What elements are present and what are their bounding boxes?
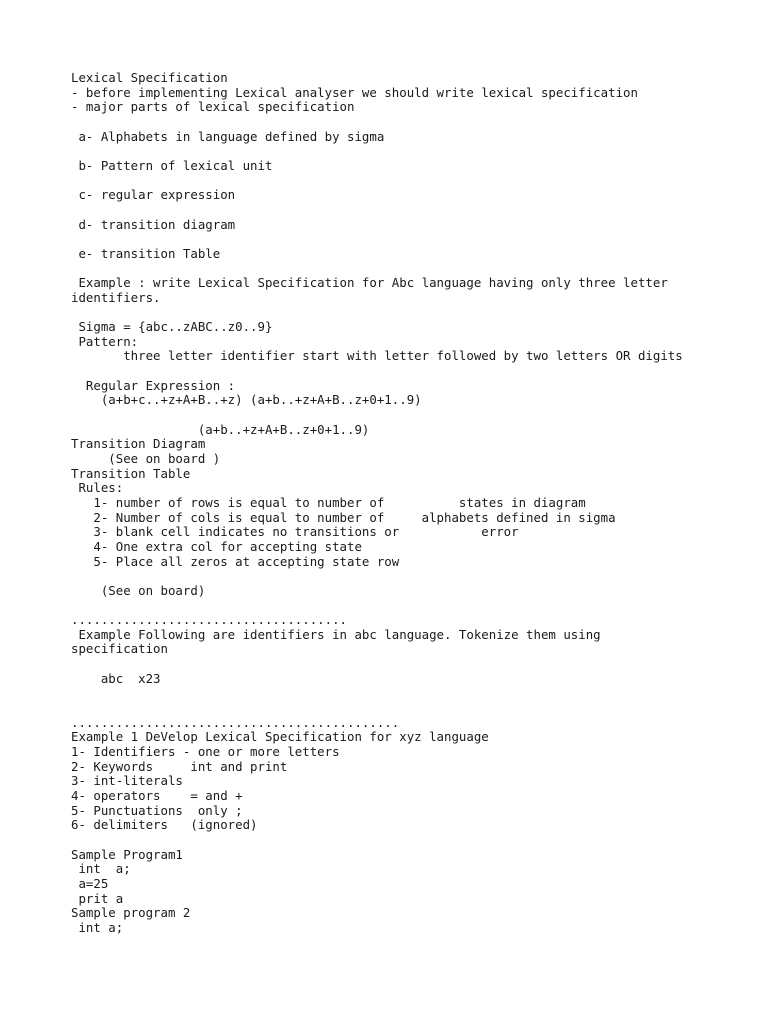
text-line: (a+b+c..+z+A+B..+z) (a+b..+z+A+B..z+0+1..9) bbox=[71, 392, 422, 408]
text-line bbox=[71, 701, 731, 716]
text-line: 4- operators = and + bbox=[71, 787, 243, 803]
text-line bbox=[71, 657, 731, 672]
text-line: prit a bbox=[71, 890, 124, 906]
text-line: a- Alphabets in language defined by sigma bbox=[71, 128, 385, 144]
text-line: b- Pattern of lexical unit bbox=[71, 157, 273, 173]
text-line: 2- Number of cols is equal to number of alphabets defined in sigma bbox=[71, 509, 616, 525]
text-line: 4- One extra col for accepting state bbox=[71, 538, 362, 554]
text-line bbox=[71, 569, 731, 584]
text-line bbox=[71, 408, 731, 423]
text-line: ............................................ bbox=[71, 714, 400, 730]
text-line: Regular Expression : bbox=[71, 377, 236, 393]
text-line: three letter identifier start with letter followed by two letters OR digits bbox=[71, 348, 683, 364]
text-line bbox=[71, 364, 731, 379]
text-line: (a+b..+z+A+B..z+0+1..9) bbox=[71, 421, 370, 437]
text-line: ..................................... bbox=[71, 612, 348, 628]
text-line bbox=[71, 144, 731, 159]
text-line: Transition Diagram bbox=[71, 436, 206, 452]
text-line: specification bbox=[71, 641, 168, 657]
text-line: Sample Program1 bbox=[71, 846, 183, 862]
text-line bbox=[71, 174, 731, 189]
text-line: 6- delimiters (ignored) bbox=[71, 817, 258, 833]
text-line bbox=[71, 115, 731, 130]
text-line: int a; bbox=[71, 861, 131, 877]
text-line bbox=[71, 686, 731, 701]
text-line: Example 1 DeVelop Lexical Specification for xyz language bbox=[71, 729, 489, 745]
text-line: 5- Place all zeros at accepting state row bbox=[71, 553, 400, 569]
text-line: e- transition Table bbox=[71, 245, 221, 261]
text-line bbox=[71, 203, 731, 218]
text-line: Sample program 2 bbox=[71, 905, 191, 921]
text-line: Pattern: bbox=[71, 333, 139, 349]
text-line bbox=[71, 232, 731, 247]
text-line: c- regular expression bbox=[71, 187, 236, 203]
text-line bbox=[71, 833, 731, 848]
text-line: Lexical Specification bbox=[71, 70, 228, 85]
text-line: int a; bbox=[71, 919, 124, 935]
text-line: Rules: bbox=[71, 480, 124, 496]
text-line: 5- Punctuations only ; bbox=[71, 802, 243, 818]
text-line bbox=[71, 261, 731, 276]
text-line: Example : write Lexical Specification for Abc language having only three letter bbox=[71, 275, 668, 291]
text-line: a=25 bbox=[71, 875, 109, 891]
text-line: abc x23 bbox=[71, 670, 161, 686]
text-line: Transition Table bbox=[71, 465, 191, 481]
text-line: identifiers. bbox=[71, 289, 161, 305]
text-line: 1- number of rows is equal to number of states in diagram bbox=[71, 494, 586, 510]
text-line: (See on board ) bbox=[71, 450, 221, 466]
document-page bbox=[71, 71, 731, 935]
text-line: - major parts of lexical specification bbox=[71, 99, 355, 115]
text-line: d- transition diagram bbox=[71, 216, 236, 232]
text-line: 2- Keywords int and print bbox=[71, 758, 288, 774]
text-line: - before implementing Lexical analyser we should write lexical specification bbox=[71, 84, 638, 100]
text-line bbox=[71, 598, 731, 613]
text-line: Sigma = {abc..zABC..z0..9} bbox=[71, 319, 273, 335]
text-line: (See on board) bbox=[71, 582, 206, 598]
text-line: 3- int-literals bbox=[71, 773, 183, 789]
text-line bbox=[71, 305, 731, 320]
text-line: 1- Identifiers - one or more letters bbox=[71, 743, 340, 759]
text-line: 3- blank cell indicates no transitions or error bbox=[71, 524, 519, 540]
text-line: Example Following are identifiers in abc language. Tokenize them using bbox=[71, 626, 601, 642]
